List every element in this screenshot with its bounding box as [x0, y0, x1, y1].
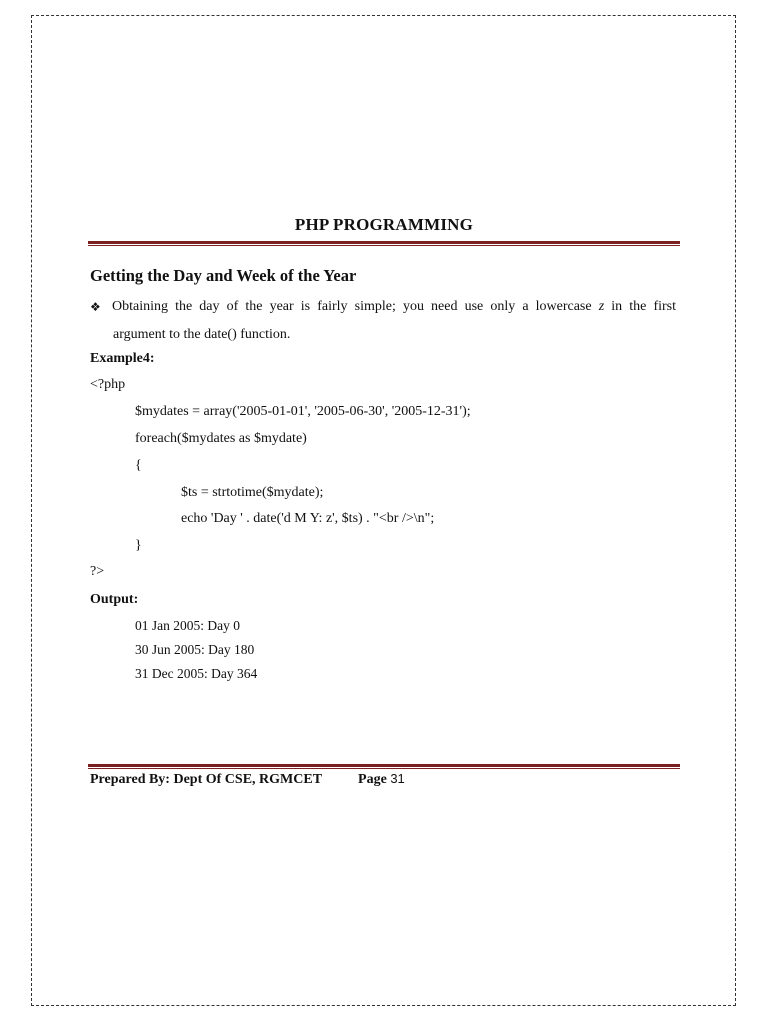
- page-footer: [90, 771, 405, 788]
- code-line: echo 'Day ' . date('d M Y: z', $ts) . "<br />\n";: [181, 511, 435, 526]
- page-header-title: PHP PROGRAMMING: [294, 215, 474, 234]
- output-label: Output:: [90, 592, 139, 607]
- code-line: foreach($mydates as $mydate): [135, 431, 307, 446]
- bullet-line-2: argument to the date() function.: [113, 327, 291, 342]
- example-label: Example4:: [90, 351, 155, 366]
- footer-page-label: Page: [358, 772, 387, 787]
- code-line: }: [135, 538, 142, 553]
- code-line: <?php: [90, 377, 126, 392]
- code-line: $ts = strtotime($mydate);: [181, 485, 324, 500]
- code-line: ?>: [90, 564, 105, 579]
- bullet-line-1: Obtaining the day of the year is fairly simple; you need use only a lowercase z in the first: [112, 299, 677, 314]
- section-heading: Getting the Day and Week of the Year: [90, 266, 357, 285]
- code-line: {: [135, 458, 142, 473]
- code-line: $mydates = array('2005-01-01', '2005-06-30', '2005-12-31');: [135, 404, 471, 419]
- footer-page-number: 31: [390, 771, 405, 786]
- header-rule: [88, 241, 680, 246]
- footer-rule: [88, 764, 680, 769]
- footer-prepared-by: Prepared By: Dept Of CSE, RGMCET: [90, 772, 323, 787]
- bullet-paragraph: [90, 293, 676, 349]
- output-line: 30 Jun 2005: Day 180: [135, 642, 255, 657]
- output-line: 31 Dec 2005: Day 364: [135, 666, 258, 681]
- output-line: 01 Jan 2005: Day 0: [135, 618, 240, 633]
- diamond-bullet-icon: ❖: [90, 300, 101, 314]
